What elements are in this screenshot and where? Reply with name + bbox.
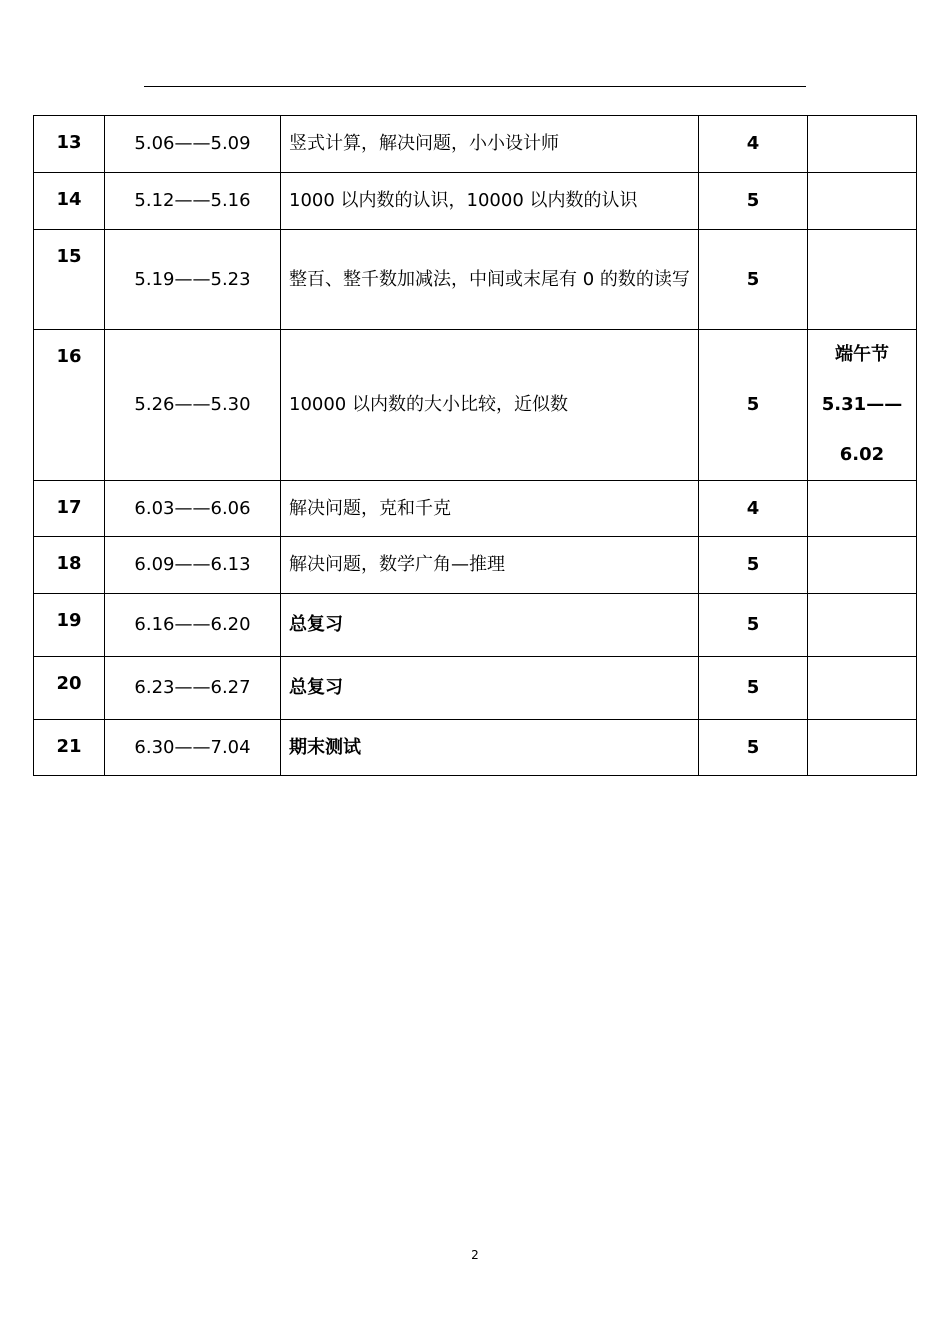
week-number: 21 <box>34 720 105 776</box>
date-range: 6.30——7.04 <box>105 720 281 776</box>
remark <box>808 720 917 776</box>
remark <box>808 116 917 173</box>
lesson-content: 解决问题，克和千克 <box>281 481 699 537</box>
date-range: 5.26——5.30 <box>105 330 281 481</box>
remark <box>808 537 917 594</box>
date-range: 5.12——5.16 <box>105 173 281 230</box>
week-number: 18 <box>34 537 105 594</box>
date-range: 6.23——6.27 <box>105 657 281 720</box>
table-row <box>34 173 917 230</box>
class-hours: 5 <box>699 230 808 330</box>
week-number: 16 <box>34 330 105 481</box>
week-number: 20 <box>34 657 105 720</box>
header-rule <box>144 86 806 87</box>
table-row <box>34 230 917 330</box>
class-hours: 4 <box>699 116 808 173</box>
lesson-content: 10000 以内数的大小比较，近似数 <box>281 330 699 481</box>
lesson-content: 竖式计算，解决问题，小小设计师 <box>281 116 699 173</box>
week-number: 14 <box>34 173 105 230</box>
lesson-content: 1000 以内数的认识，10000 以内数的认识 <box>281 173 699 230</box>
week-number: 19 <box>34 594 105 657</box>
lesson-content: 整百、整千数加减法，中间或末尾有 0 的数的读写 <box>281 230 699 330</box>
class-hours: 4 <box>699 481 808 537</box>
remark <box>808 330 917 481</box>
remark <box>808 657 917 720</box>
lesson-content: 期末测试 <box>281 720 699 776</box>
table-row <box>34 720 917 776</box>
remark-line: 端午节 <box>835 344 889 365</box>
lesson-content: 总复习 <box>281 594 699 657</box>
week-number: 17 <box>34 481 105 537</box>
lesson-content: 总复习 <box>281 657 699 720</box>
date-range: 5.06——5.09 <box>105 116 281 173</box>
table-row <box>34 594 917 657</box>
week-number: 13 <box>34 116 105 173</box>
class-hours: 5 <box>699 537 808 594</box>
table-row <box>34 657 917 720</box>
remark-line: 5.31—— <box>821 394 903 415</box>
remark <box>808 594 917 657</box>
date-range: 6.03——6.06 <box>105 481 281 537</box>
week-number: 15 <box>34 230 105 330</box>
remark-line: 6.02 <box>839 444 885 465</box>
class-hours: 5 <box>699 657 808 720</box>
lesson-content: 解决问题，数学广角—推理 <box>281 537 699 594</box>
date-range: 5.19——5.23 <box>105 230 281 330</box>
class-hours: 5 <box>699 330 808 481</box>
schedule-table <box>33 115 917 776</box>
table-row <box>34 116 917 173</box>
class-hours: 5 <box>699 173 808 230</box>
class-hours: 5 <box>699 594 808 657</box>
remark <box>808 173 917 230</box>
class-hours: 5 <box>699 720 808 776</box>
table-row <box>34 481 917 537</box>
page-number: 2 <box>471 1248 479 1262</box>
date-range: 6.09——6.13 <box>105 537 281 594</box>
remark <box>808 230 917 330</box>
date-range: 6.16——6.20 <box>105 594 281 657</box>
remark <box>808 481 917 537</box>
table-row <box>34 330 917 481</box>
table-row <box>34 537 917 594</box>
